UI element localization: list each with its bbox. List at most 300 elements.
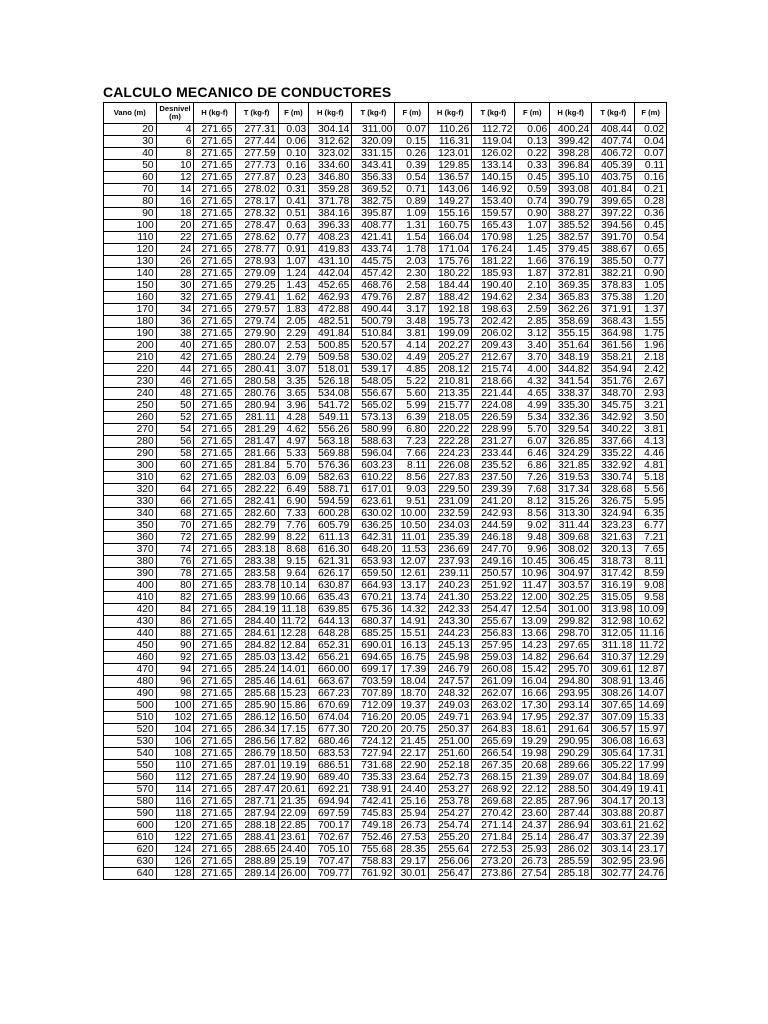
table-row	[104, 184, 667, 196]
table-cell: 7.66	[395, 448, 429, 460]
table-cell: 24.40	[278, 844, 309, 856]
table-cell: 18.04	[395, 676, 429, 688]
table-cell: 761.92	[352, 868, 395, 880]
table-cell: 305.64	[592, 748, 635, 760]
table-cell: 20.87	[635, 808, 667, 820]
table-cell: 10.14	[278, 580, 309, 592]
table-cell: 26.73	[395, 820, 429, 832]
table-cell: 271.65	[194, 616, 235, 628]
table-cell: 283.78	[235, 580, 278, 592]
table-cell: 98	[156, 688, 194, 700]
table-cell: 16.63	[635, 736, 667, 748]
table-row	[104, 796, 667, 808]
table-cell: 253.22	[472, 592, 515, 604]
table-cell: 279.74	[235, 316, 278, 328]
table-cell: 140	[104, 268, 157, 280]
table-cell: 10.66	[278, 592, 309, 604]
table-cell: 340	[104, 508, 157, 520]
table-cell: 56	[156, 436, 194, 448]
table-cell: 227.83	[429, 472, 472, 484]
table-cell: 3.50	[635, 412, 667, 424]
table-cell: 3.81	[395, 328, 429, 340]
table-cell: 271.65	[194, 232, 235, 244]
table-cell: 50	[104, 160, 157, 172]
table-cell: 301.00	[550, 604, 592, 616]
table-cell: 18.70	[395, 688, 429, 700]
table-row	[104, 136, 667, 148]
table-cell: 11.16	[635, 628, 667, 640]
table-cell: 401.84	[592, 184, 635, 196]
table-cell: 126.02	[472, 148, 515, 160]
table-cell: 76	[156, 556, 194, 568]
table-cell: 0.13	[515, 136, 550, 148]
table-cell: 241.20	[472, 496, 515, 508]
table-cell: 23.96	[635, 856, 667, 868]
table-cell: 265.69	[472, 736, 515, 748]
table-cell: 170.98	[472, 232, 515, 244]
table-cell: 0.63	[278, 220, 309, 232]
table-cell: 303.88	[592, 808, 635, 820]
table-cell: 510	[104, 712, 157, 724]
table-cell: 232.59	[429, 508, 472, 520]
table-cell: 284.61	[235, 628, 278, 640]
table-cell: 539.17	[352, 364, 395, 376]
table-cell: 2.93	[635, 388, 667, 400]
table-cell: 260.08	[472, 664, 515, 676]
table-cell: 34	[156, 304, 194, 316]
table-cell: 1.62	[278, 292, 309, 304]
table-row	[104, 736, 667, 748]
table-cell: 271.65	[194, 280, 235, 292]
table-cell: 271.65	[194, 388, 235, 400]
table-cell: 215.74	[472, 364, 515, 376]
table-cell: 24.40	[395, 784, 429, 796]
table-body	[104, 124, 667, 880]
table-cell: 0.54	[395, 172, 429, 184]
table-cell: 171.04	[429, 244, 472, 256]
table-cell: 351.76	[592, 376, 635, 388]
table-cell: 308.91	[592, 676, 635, 688]
table-cell: 237.93	[429, 556, 472, 568]
table-cell: 330.74	[592, 472, 635, 484]
table-cell: 14.91	[395, 616, 429, 628]
table-cell: 4	[156, 124, 194, 136]
table-cell: 278.47	[235, 220, 278, 232]
table-cell: 233.44	[472, 448, 515, 460]
table-cell: 70	[156, 520, 194, 532]
table-cell: 80	[104, 196, 157, 208]
table-cell: 250	[104, 400, 157, 412]
table-cell: 271.65	[194, 532, 235, 544]
table-cell: 0.71	[395, 184, 429, 196]
table-cell: 280	[104, 436, 157, 448]
table-cell: 282.22	[235, 484, 278, 496]
table-cell: 23.60	[515, 808, 550, 820]
table-cell: 200	[104, 340, 157, 352]
table-cell: 190.40	[472, 280, 515, 292]
table-cell: 286.56	[235, 736, 278, 748]
table-cell: 271.65	[194, 736, 235, 748]
table-cell: 271.65	[194, 292, 235, 304]
table-cell: 21.39	[515, 772, 550, 784]
table-cell: 648.20	[352, 544, 395, 556]
table-cell: 286.47	[550, 832, 592, 844]
table-cell: 159.57	[472, 208, 515, 220]
table-cell: 251.92	[472, 580, 515, 592]
table-cell: 735.33	[352, 772, 395, 784]
table-cell: 25.94	[395, 808, 429, 820]
table-cell: 297.65	[550, 640, 592, 652]
table-row	[104, 508, 667, 520]
table-cell: 271.65	[194, 196, 235, 208]
table-cell: 3.96	[278, 400, 309, 412]
table-cell: 287.47	[235, 784, 278, 796]
table-cell: 246.79	[429, 664, 472, 676]
table-cell: 0.65	[635, 244, 667, 256]
table-cell: 8.59	[635, 568, 667, 580]
table-cell: 256.47	[429, 868, 472, 880]
table-cell: 122	[156, 832, 194, 844]
table-cell: 19.29	[515, 736, 550, 748]
table-cell: 2.18	[635, 352, 667, 364]
table-cell: 282.99	[235, 532, 278, 544]
table-cell: 15.42	[515, 664, 550, 676]
table-cell: 716.20	[352, 712, 395, 724]
table-cell: 2.58	[395, 280, 429, 292]
table-cell: 271.65	[194, 496, 235, 508]
table-cell: 500	[104, 700, 157, 712]
table-cell: 724.12	[352, 736, 395, 748]
table-cell: 27.54	[515, 868, 550, 880]
table-cell: 271.65	[194, 568, 235, 580]
table-row	[104, 664, 667, 676]
table-cell: 0.54	[635, 232, 667, 244]
table-cell: 360	[104, 532, 157, 544]
table-cell: 220	[104, 364, 157, 376]
table-cell: 244.59	[472, 520, 515, 532]
table-cell: 8.12	[515, 496, 550, 508]
table-cell: 271.65	[194, 328, 235, 340]
table-cell: 90	[104, 208, 157, 220]
table-cell: 209.43	[472, 340, 515, 352]
table-cell: 626.17	[309, 568, 352, 580]
table-row	[104, 772, 667, 784]
table-cell: 0.89	[395, 196, 429, 208]
table-cell: 116.31	[429, 136, 472, 148]
table-cell: 244.23	[429, 628, 472, 640]
table-row	[104, 328, 667, 340]
table-cell: 192.18	[429, 304, 472, 316]
table-cell: 6	[156, 136, 194, 148]
table-cell: 281.84	[235, 460, 278, 472]
table-cell: 246.18	[472, 532, 515, 544]
table-cell: 8.56	[515, 508, 550, 520]
table-cell: 0.91	[278, 244, 309, 256]
table-cell: 251.00	[429, 736, 472, 748]
table-cell: 124	[156, 844, 194, 856]
table-cell: 262.07	[472, 688, 515, 700]
table-cell: 271.65	[194, 256, 235, 268]
table-cell: 320	[104, 484, 157, 496]
table-cell: 369.52	[352, 184, 395, 196]
table-cell: 0.04	[635, 136, 667, 148]
table-cell: 8.11	[635, 556, 667, 568]
table-cell: 2.53	[278, 340, 309, 352]
table-row	[104, 520, 667, 532]
table-cell: 271.65	[194, 136, 235, 148]
table-cell: 0.33	[515, 160, 550, 172]
table-cell: 271.65	[194, 748, 235, 760]
table-cell: 22.85	[278, 820, 309, 832]
table-cell: 271.65	[194, 508, 235, 520]
table-cell: 293.95	[550, 688, 592, 700]
table-cell: 242.33	[429, 604, 472, 616]
table-cell: 0.15	[395, 136, 429, 148]
table-cell: 19.41	[635, 784, 667, 796]
table-cell: 287.94	[235, 808, 278, 820]
table-cell: 272.53	[472, 844, 515, 856]
table-cell: 160	[104, 292, 157, 304]
table-cell: 287.71	[235, 796, 278, 808]
table-cell: 610.22	[352, 472, 395, 484]
table-cell: 1.31	[395, 220, 429, 232]
table-cell: 393.08	[550, 184, 592, 196]
table-cell: 500.85	[309, 340, 352, 352]
table-cell: 670.21	[352, 592, 395, 604]
table-cell: 468.76	[352, 280, 395, 292]
table-cell: 283.58	[235, 568, 278, 580]
table-row	[104, 676, 667, 688]
table-cell: 5.34	[515, 412, 550, 424]
table-cell: 6.09	[278, 472, 309, 484]
table-cell: 271.65	[194, 664, 235, 676]
table-cell: 382.21	[592, 268, 635, 280]
table-cell: 603.23	[352, 460, 395, 472]
table-cell: 185.93	[472, 268, 515, 280]
table-cell: 18	[156, 208, 194, 220]
table-cell: 285.24	[235, 664, 278, 676]
table-cell: 20.05	[395, 712, 429, 724]
table-cell: 4.46	[635, 448, 667, 460]
table-cell: 271.65	[194, 484, 235, 496]
table-cell: 19.19	[278, 760, 309, 772]
table-row	[104, 232, 667, 244]
table-cell: 707.47	[309, 856, 352, 868]
table-cell: 491.84	[309, 328, 352, 340]
table-cell: 25.14	[515, 832, 550, 844]
table-cell: 362.26	[550, 304, 592, 316]
table-cell: 308.26	[592, 688, 635, 700]
table-cell: 14.23	[515, 640, 550, 652]
table-cell: 385.52	[550, 220, 592, 232]
table-row	[104, 712, 667, 724]
table-cell: 54	[156, 424, 194, 436]
table-cell: 284.40	[235, 616, 278, 628]
table-cell: 228.99	[472, 424, 515, 436]
table-cell: 712.09	[352, 700, 395, 712]
table-cell: 0.41	[278, 196, 309, 208]
table-cell: 281.66	[235, 448, 278, 460]
table-cell: 405.39	[592, 160, 635, 172]
table-row	[104, 760, 667, 772]
table-cell: 12.54	[515, 604, 550, 616]
table-cell: 104	[156, 724, 194, 736]
table-cell: 311.00	[352, 124, 395, 136]
table-cell: 90	[156, 640, 194, 652]
table-cell: 17.95	[515, 712, 550, 724]
table-cell: 3.12	[515, 328, 550, 340]
table-cell: 25.93	[515, 844, 550, 856]
table-cell: 745.83	[352, 808, 395, 820]
table-row	[104, 532, 667, 544]
table-cell: 271.65	[194, 700, 235, 712]
table-row	[104, 496, 667, 508]
column-header: T (kg-f)	[235, 103, 278, 124]
table-cell: 295.70	[550, 664, 592, 676]
table-cell: 480	[104, 676, 157, 688]
table-cell: 288.65	[235, 844, 278, 856]
table-cell: 6.46	[515, 448, 550, 460]
table-cell: 588.71	[309, 484, 352, 496]
table-cell: 16.13	[395, 640, 429, 652]
table-row	[104, 856, 667, 868]
table-cell: 14.82	[515, 652, 550, 664]
table-cell: 4.81	[635, 460, 667, 472]
table-row	[104, 832, 667, 844]
table-cell: 15.97	[635, 724, 667, 736]
table-cell: 280.76	[235, 388, 278, 400]
table-cell: 0.90	[515, 208, 550, 220]
table-cell: 699.17	[352, 664, 395, 676]
table-cell: 3.65	[278, 388, 309, 400]
table-cell: 271.65	[194, 844, 235, 856]
table-cell: 3.17	[395, 304, 429, 316]
table-cell: 556.26	[309, 424, 352, 436]
table-cell: 236.69	[429, 544, 472, 556]
table-cell: 136.57	[429, 172, 472, 184]
table-cell: 166.04	[429, 232, 472, 244]
table-cell: 290.95	[550, 736, 592, 748]
table-cell: 303.57	[550, 580, 592, 592]
table-cell: 269.68	[472, 796, 515, 808]
table-cell: 280.07	[235, 340, 278, 352]
table-cell: 291.64	[550, 724, 592, 736]
table-cell: 318.73	[592, 556, 635, 568]
table-cell: 396.84	[550, 160, 592, 172]
table-cell: 2.34	[515, 292, 550, 304]
table-cell: 642.31	[352, 532, 395, 544]
table-cell: 58	[156, 448, 194, 460]
column-header: F (m)	[515, 103, 550, 124]
table-cell: 703.59	[352, 676, 395, 688]
table-cell: 288.18	[235, 820, 278, 832]
table-cell: 4.49	[395, 352, 429, 364]
table-cell: 694.65	[352, 652, 395, 664]
column-header: Vano (m)	[104, 103, 157, 124]
table-cell: 198.63	[472, 304, 515, 316]
table-cell: 247.57	[429, 676, 472, 688]
table-cell: 284.19	[235, 604, 278, 616]
table-cell: 332.36	[550, 412, 592, 424]
table-cell: 306.08	[592, 736, 635, 748]
table-cell: 36	[156, 316, 194, 328]
table-cell: 12	[156, 172, 194, 184]
table-cell: 278.77	[235, 244, 278, 256]
table-cell: 324.29	[550, 448, 592, 460]
table-cell: 286.12	[235, 712, 278, 724]
table-cell: 10.96	[515, 568, 550, 580]
table-row	[104, 652, 667, 664]
table-cell: 271.65	[194, 304, 235, 316]
table-cell: 188.42	[429, 292, 472, 304]
table-cell: 0.06	[278, 136, 309, 148]
table-cell: 635.43	[309, 592, 352, 604]
table-cell: 304.97	[550, 568, 592, 580]
table-cell: 271.65	[194, 556, 235, 568]
column-header: H (kg-f)	[194, 103, 235, 124]
table-cell: 280.58	[235, 376, 278, 388]
table-cell: 350	[104, 520, 157, 532]
table-cell: 344.82	[550, 364, 592, 376]
table-cell: 195.73	[429, 316, 472, 328]
table-cell: 378.83	[592, 280, 635, 292]
table-cell: 689.40	[309, 772, 352, 784]
table-cell: 320.13	[592, 544, 635, 556]
table-cell: 226.08	[429, 460, 472, 472]
table-cell: 273.20	[472, 856, 515, 868]
table-cell: 400	[104, 580, 157, 592]
table-cell: 267.35	[472, 760, 515, 772]
table-cell: 248.32	[429, 688, 472, 700]
table-cell: 24	[156, 244, 194, 256]
table-cell: 48	[156, 388, 194, 400]
table-cell: 0.39	[395, 160, 429, 172]
table-cell: 8.22	[278, 532, 309, 544]
table-cell: 323.23	[592, 520, 635, 532]
table-cell: 205.27	[429, 352, 472, 364]
table-cell: 3.48	[395, 316, 429, 328]
table-row	[104, 196, 667, 208]
table-cell: 100	[156, 700, 194, 712]
table-cell: 22	[156, 232, 194, 244]
table-cell: 253.27	[429, 784, 472, 796]
table-cell: 0.45	[515, 172, 550, 184]
table-row	[104, 412, 667, 424]
table-cell: 202.27	[429, 340, 472, 352]
table-cell: 14.01	[278, 664, 309, 676]
table-cell: 707.89	[352, 688, 395, 700]
table-cell: 382.57	[550, 232, 592, 244]
table-cell: 341.54	[550, 376, 592, 388]
table-cell: 16.04	[515, 676, 550, 688]
table-cell: 24.76	[635, 868, 667, 880]
table-cell: 288.50	[550, 784, 592, 796]
table-cell: 623.61	[352, 496, 395, 508]
table-cell: 215.77	[429, 400, 472, 412]
table-cell: 84	[156, 604, 194, 616]
table-cell: 379.45	[550, 244, 592, 256]
table-cell: 462.93	[309, 292, 352, 304]
table-cell: 0.06	[515, 124, 550, 136]
table-cell: 13.74	[395, 592, 429, 604]
table-cell: 0.03	[278, 124, 309, 136]
table-cell: 398.28	[550, 148, 592, 160]
table-row	[104, 628, 667, 640]
table-cell: 305.22	[592, 760, 635, 772]
table-cell: 271.65	[194, 784, 235, 796]
table-cell: 10.62	[635, 616, 667, 628]
table-cell: 697.59	[309, 808, 352, 820]
